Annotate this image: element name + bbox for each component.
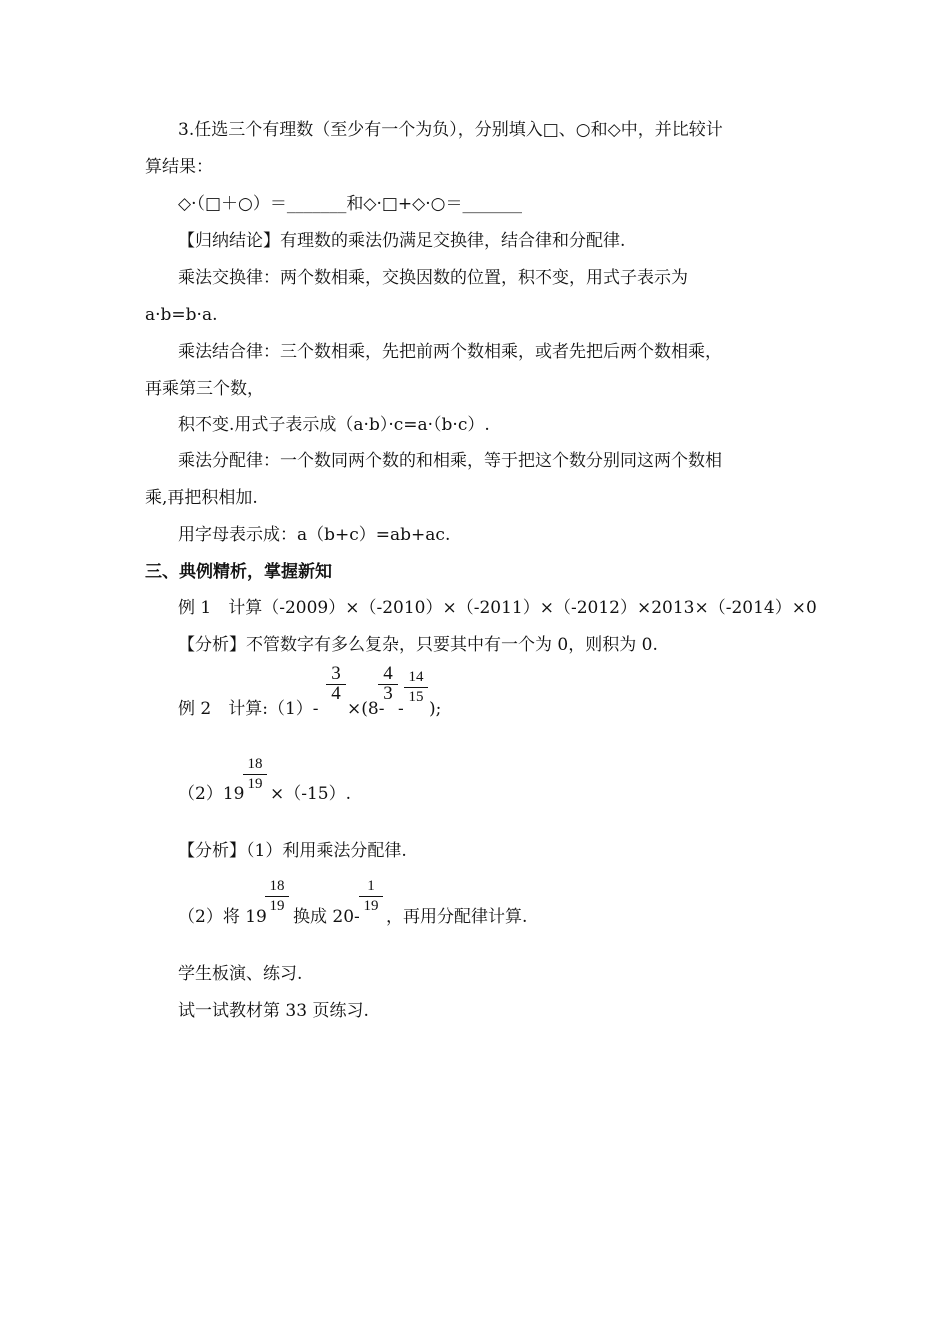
fraction-numerator: 4 xyxy=(378,664,398,685)
paragraph-line: 算结果： xyxy=(145,157,213,177)
associative-law-text: 再乘第三个数， xyxy=(145,379,264,399)
fraction-numerator: 1 xyxy=(359,876,383,897)
fraction-numerator: 14 xyxy=(404,667,428,688)
practice-text: 学生板演、练习. xyxy=(178,964,303,984)
math-text: ×（-15）. xyxy=(270,784,352,804)
fraction xyxy=(404,667,428,706)
distributive-law-text: 乘,再把积相加. xyxy=(145,488,258,508)
conclusion-text: 【归纳结论】有理数的乘法仍满足交换律，结合律和分配律. xyxy=(178,231,626,251)
math-text: - xyxy=(398,699,404,719)
fraction-denominator: 3 xyxy=(383,683,393,704)
commutative-law-text: 乘法交换律：两个数相乘，交换因数的位置，积不变，用式子表示为 xyxy=(178,268,688,288)
fraction xyxy=(265,876,289,915)
section-heading: 三、典例精析，掌握新知 xyxy=(145,562,332,582)
associative-law-text: 乘法结合律：三个数相乘，先把前两个数相乘，或者先把后两个数相乘， xyxy=(178,342,722,362)
fraction-denominator: 19 xyxy=(247,776,263,792)
associative-law-formula: 积不变.用式子表示成（a·b）·c=a·（b·c）. xyxy=(178,415,490,435)
distributive-law-text: 乘法分配律：一个数同两个数的和相乘，等于把这个数分别同这两个数相 xyxy=(178,451,722,471)
example-1: 例 1 计算（-2009）×（-2010）×（-2011）×（-2012）×2013×（-2014）×0 xyxy=(178,598,817,618)
fraction-denominator: 15 xyxy=(408,689,424,705)
fraction xyxy=(243,754,267,793)
formula-line: ◇·（□＋○）＝_______和◇·□+◇·○＝_______ xyxy=(178,194,522,214)
fraction xyxy=(326,664,346,703)
fraction-numerator: 18 xyxy=(265,876,289,897)
fraction xyxy=(359,876,383,915)
paragraph-line: 3.任选三个有理数（至少有一个为负），分别填入□、○和◇中，并比较计 xyxy=(178,120,723,140)
fraction-denominator: 19 xyxy=(363,898,379,914)
analysis-1: 【分析】不管数字有多么复杂，只要其中有一个为 0，则积为 0. xyxy=(178,635,658,655)
fraction-denominator: 4 xyxy=(331,683,341,704)
math-text: ); xyxy=(429,699,442,719)
math-text: 换成 20- xyxy=(293,907,360,927)
fraction-numerator: 3 xyxy=(326,664,346,685)
commutative-law-formula: a·b=b·a. xyxy=(145,305,218,325)
distributive-law-formula: 用字母表示成：a（b+c）=ab+ac. xyxy=(178,525,451,545)
math-text: ，再用分配律计算. xyxy=(386,907,528,927)
math-text: ×(8- xyxy=(347,699,385,719)
math-text: （2）将 19 xyxy=(178,907,267,927)
fraction-numerator: 18 xyxy=(243,754,267,775)
fraction xyxy=(378,664,398,703)
fraction-denominator: 19 xyxy=(269,898,285,914)
practice-text: 试一试教材第 33 页练习. xyxy=(178,1001,369,1021)
analysis-2: 【分析】（1）利用乘法分配律. xyxy=(178,841,407,861)
math-text: （2）19 xyxy=(178,784,245,804)
example-2-prefix: 例 2 计算:（1）- xyxy=(178,699,319,719)
